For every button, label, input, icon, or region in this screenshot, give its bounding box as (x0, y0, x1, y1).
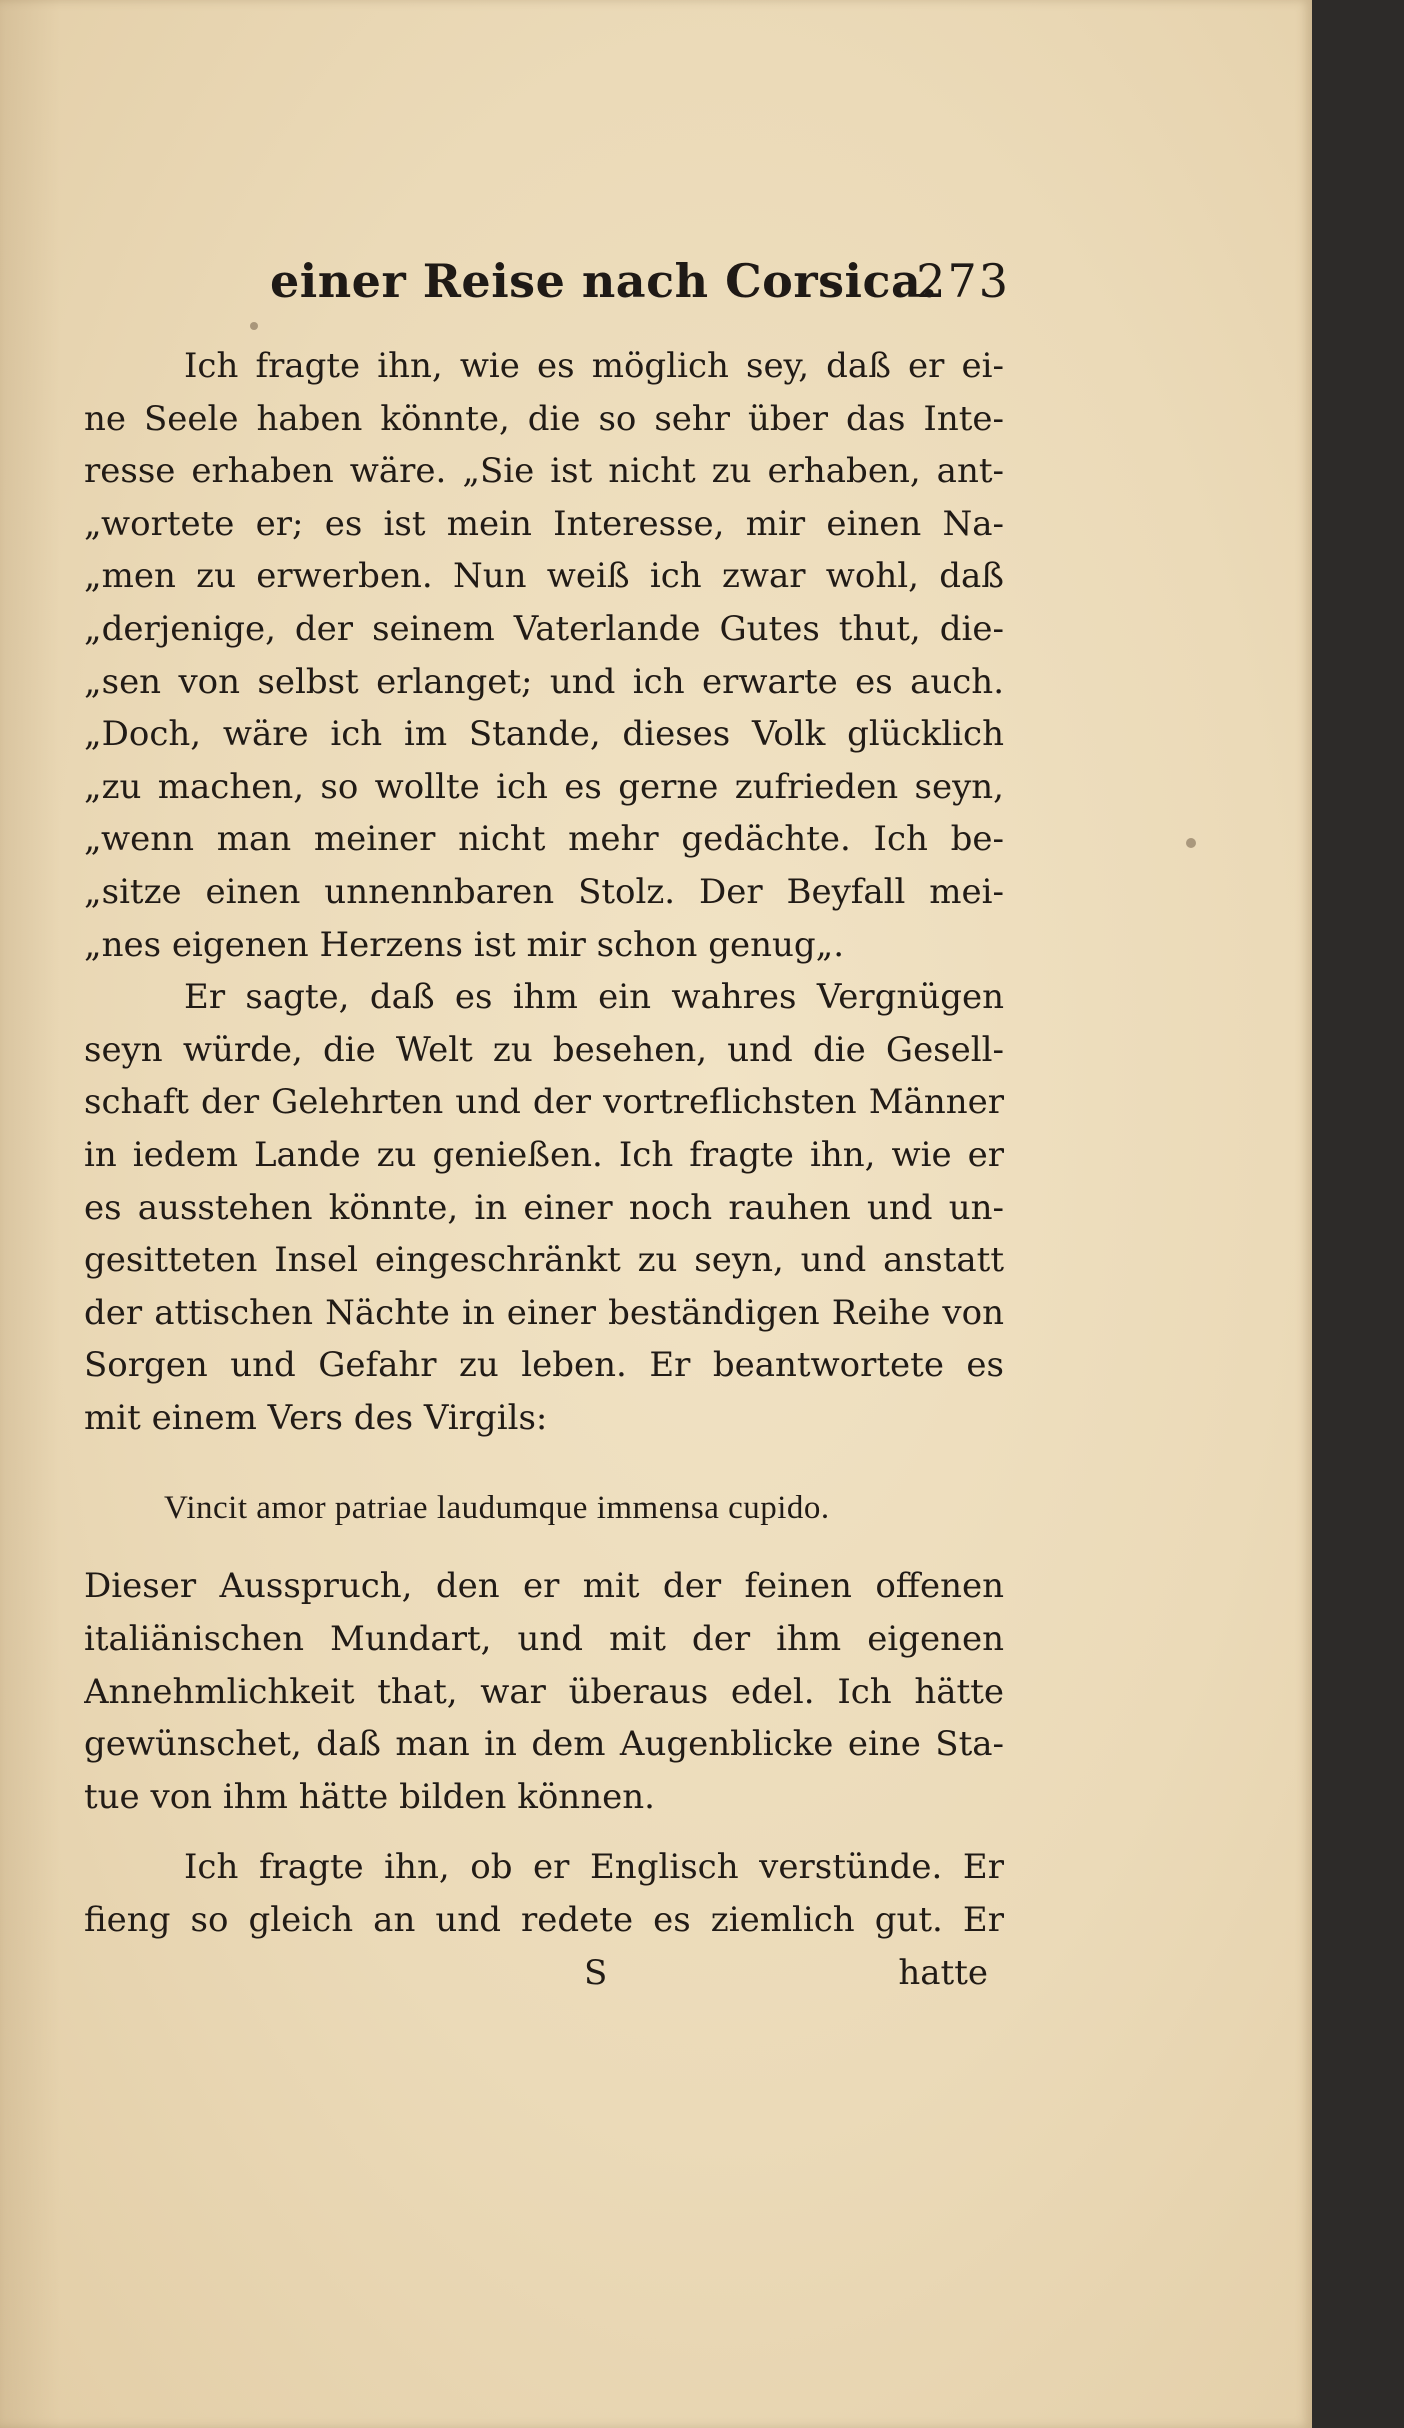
text-line: „wenn man meiner nicht mehr gedächte. Ich be- (84, 819, 1004, 860)
body-text (84, 340, 1004, 2007)
ink-speck (1186, 838, 1196, 848)
text-line: in iedem Lande zu genießen. Ich fragte ihn, wie er (84, 1134, 1004, 1175)
page-header (270, 240, 1010, 320)
text-line: Ich fragte ihn, wie es möglich sey, daß er ei- (184, 346, 1004, 386)
text-line: schaft der Gelehrten und der vortreflichsten Männer (84, 1082, 1004, 1123)
catchword: hatte (898, 1952, 988, 1993)
text-line: tue von ihm hätte bilden können. (84, 1776, 655, 1817)
text-line: resse erhaben wäre. „Sie ist nicht zu erhaben, ant- (84, 451, 1004, 492)
text-line: „men zu erwerben. Nun weiß ich zwar wohl, daß (84, 556, 1004, 597)
ink-speck (250, 322, 258, 330)
text-line: ne Seele haben könnte, die so sehr über das Inte- (84, 398, 1004, 439)
text-line: „sen von selbst erlanget; und ich erwarte es auch. (84, 661, 1004, 702)
signature-mark: S (584, 1952, 608, 1993)
paragraph-gap (84, 1823, 1004, 1841)
text-line: gewünschet, daß man in dem Augenblicke eine Sta- (84, 1724, 1004, 1765)
text-line: Dieser Ausspruch, den er mit der feinen offenen (84, 1566, 1004, 1607)
text-line: Ich fragte ihn, ob er Englisch verstünde. Er (184, 1847, 1004, 1888)
latin-quote: Vincit amor patriae laudumque immensa cupido. (164, 1490, 830, 1527)
text-line: Annehmlichkeit that, war überaus edel. Ich hätte (84, 1671, 1004, 1712)
text-line: seyn würde, die Welt zu besehen, und die Gesell- (84, 1029, 1004, 1070)
text-line: „Doch, wäre ich im Stande, dieses Volk glücklich (84, 714, 1004, 755)
text-line: der attischen Nächte in einer beständigen Reihe von (84, 1292, 1004, 1333)
page-footer (84, 1947, 1004, 2007)
text-line: mit einem Vers des Virgils: (84, 1397, 548, 1438)
text-line: Er sagte, daß es ihm ein wahres Vergnügen (184, 977, 1004, 1018)
text-line: „wortete er; es ist mein Interesse, mir einen Na- (84, 503, 1004, 544)
text-line: „zu machen, so wollte ich es gerne zufrieden seyn, (84, 766, 1004, 807)
text-line: „derjenige, der seinem Vaterlande Gutes thut, die- (84, 608, 1004, 649)
page-number: 273 (916, 254, 1010, 308)
text-line: „nes eigenen Herzens ist mir schon genug„. (84, 924, 845, 965)
text-line: italiänischen Mundart, und mit der ihm eigenen (84, 1619, 1004, 1660)
text-line: fieng so gleich an und redete es ziemlich gut. Er (84, 1900, 1004, 1941)
text-line: gesitteten Insel eingeschränkt zu seyn, und anstatt (84, 1240, 1004, 1281)
text-line: Sorgen und Gefahr zu leben. Er beantwortete es (84, 1345, 1004, 1386)
running-head: einer Reise nach Corsica. (270, 254, 938, 308)
text-line: es ausstehen könnte, in einer noch rauhen und un- (84, 1187, 1004, 1228)
text-line: „sitze einen unnennbaren Stolz. Der Beyfall mei- (84, 871, 1004, 912)
